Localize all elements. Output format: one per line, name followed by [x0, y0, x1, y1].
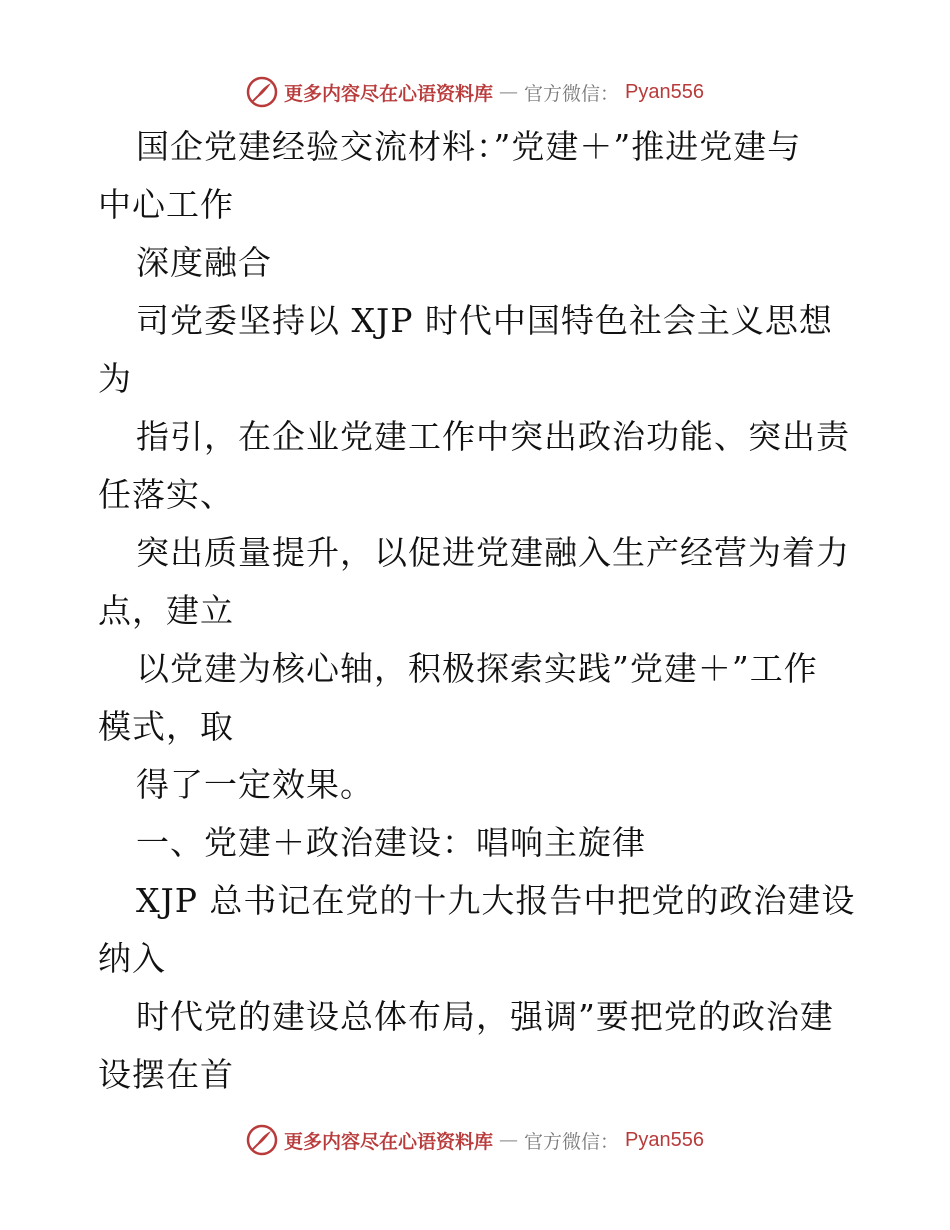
text-line: 模式，取 — [98, 707, 234, 746]
text-line: 点，建立 — [98, 591, 234, 630]
text-line: 中心工作 — [98, 185, 234, 224]
header-banner — [0, 72, 950, 112]
text-line: 纳入 — [98, 939, 166, 978]
text-line: XJP 总书记在党的十九大报告中把党的政治建设 — [136, 881, 856, 920]
document-body — [98, 118, 858, 1104]
feather-quill-logo-icon — [246, 76, 278, 108]
banner-dash: — — [499, 1129, 519, 1151]
text-line: 深度融合 — [136, 243, 272, 282]
text-line: 指引，在企业党建工作中突出政治功能、突出责 — [136, 417, 850, 456]
banner-dash: — — [499, 81, 519, 103]
banner-text: 更多内容尽在心语资料库 — [284, 1130, 494, 1153]
text-line: 设摆在首 — [98, 1055, 234, 1094]
banner-content — [246, 76, 704, 108]
text-line: 司党委坚持以 XJP 时代中国特色社会主义思想 — [136, 301, 833, 340]
text-line: 突出质量提升，以促进党建融入生产经营为着力 — [136, 533, 850, 572]
banner-content — [246, 1124, 704, 1156]
banner-official-label: 官方微信： — [524, 82, 620, 105]
text-line: 国企党建经验交流材料：”党建＋”推进党建与 — [136, 127, 802, 166]
text-line: 以党建为核心轴，积极探索实践”党建＋”工作 — [136, 649, 818, 688]
banner-wechat-id: Pyan556 — [625, 1128, 704, 1151]
banner-official-label: 官方微信： — [524, 1130, 620, 1153]
text-line: 任落实、 — [98, 475, 234, 514]
text-line: 为 — [98, 359, 132, 398]
banner-text: 更多内容尽在心语资料库 — [284, 82, 494, 105]
text-line: 时代党的建设总体布局，强调”要把党的政治建 — [136, 997, 834, 1036]
feather-quill-logo-icon — [246, 1124, 278, 1156]
footer-banner — [0, 1120, 950, 1160]
text-line: 得了一定效果。 — [136, 765, 374, 804]
text-line: 一、党建＋政治建设：唱响主旋律 — [136, 823, 646, 862]
banner-wechat-id: Pyan556 — [625, 80, 704, 103]
